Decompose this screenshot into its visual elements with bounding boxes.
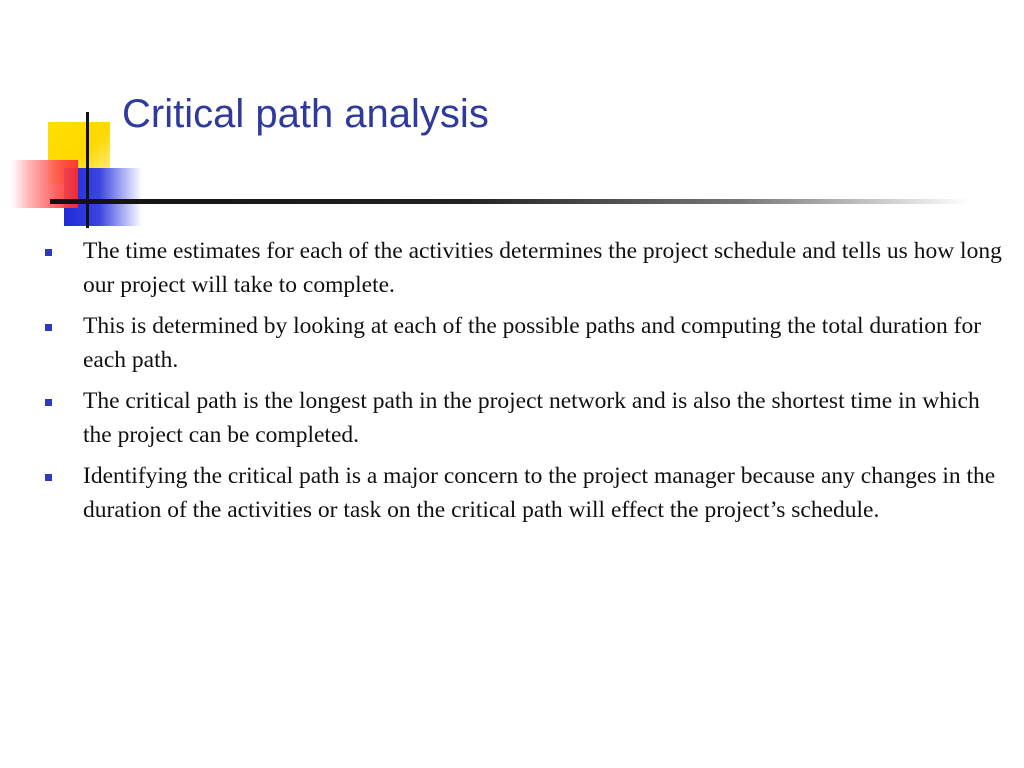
bullet-item bbox=[44, 234, 1004, 302]
bullet-text: The critical path is the longest path in the project network and is also the shortest time in which the project can be completed. bbox=[83, 388, 980, 448]
bullet-item bbox=[44, 459, 1004, 527]
bullet-item bbox=[44, 309, 1004, 377]
bullet-text: This is determined by looking at each of the possible paths and computing the total duration for each path. bbox=[83, 313, 982, 373]
bullet-item bbox=[44, 384, 1004, 452]
bullet-text: Identifying the critical path is a major concern to the project manager because any changes in the duration of the activities or task on the critical path will effect the project’s schedule. bbox=[83, 463, 996, 523]
bullet-text: The time estimates for each of the activities determines the project schedule and tells us how long our project will take to complete. bbox=[83, 238, 1002, 298]
square-bullet-icon bbox=[45, 324, 52, 331]
bullet-list bbox=[44, 234, 1004, 534]
slide-title: Critical path analysis bbox=[122, 92, 489, 136]
square-bullet-icon bbox=[45, 474, 52, 481]
square-bullet-icon bbox=[45, 399, 52, 406]
title-underline bbox=[50, 199, 970, 204]
square-bullet-icon bbox=[45, 249, 52, 256]
decorative-vertical-line bbox=[86, 112, 89, 228]
